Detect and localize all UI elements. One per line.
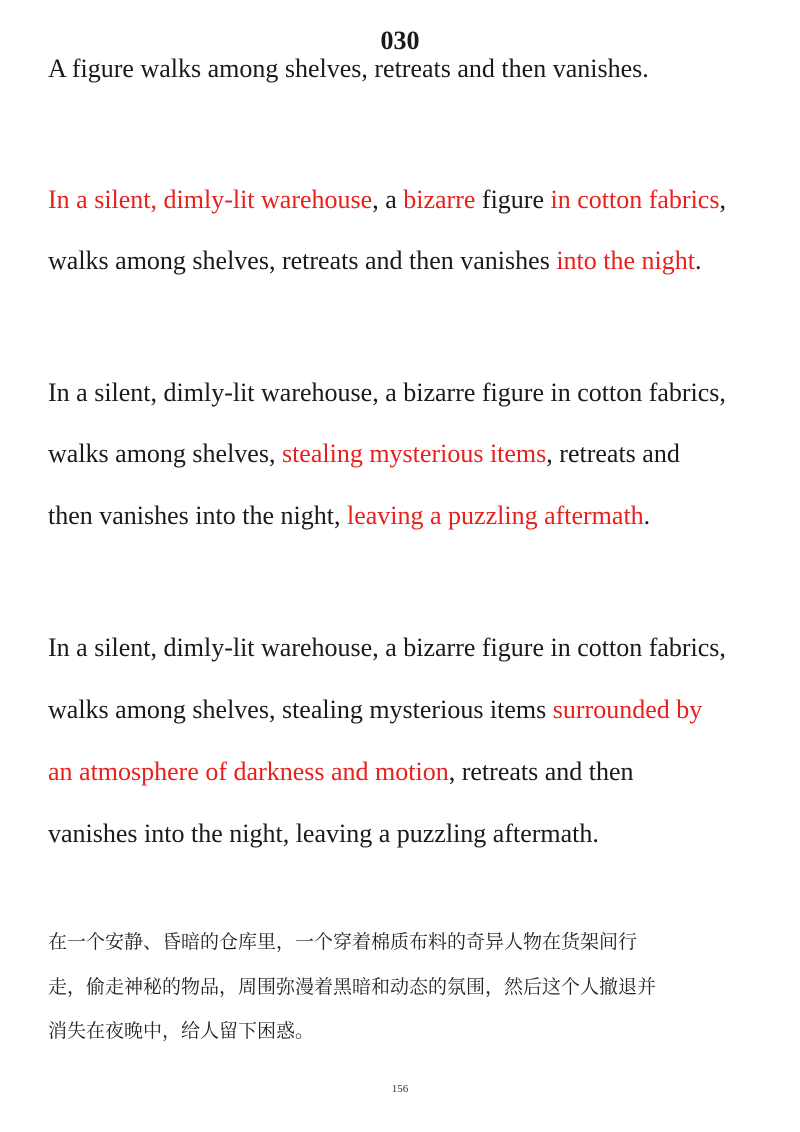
text-segment: walks among shelves, (48, 439, 282, 468)
text-segment: , retreats and then (448, 757, 634, 786)
highlighted-phrase: an atmosphere of darkness and motion (48, 757, 449, 786)
highlighted-phrase: leaving a puzzling aftermath (346, 501, 644, 530)
sentence-line (48, 501, 650, 531)
highlighted-phrase: in cotton fabrics (550, 185, 720, 214)
highlighted-phrase: stealing mysterious items (281, 439, 547, 468)
highlighted-phrase: surrounded by (552, 695, 703, 724)
page-title: 030 (380, 26, 420, 55)
highlighted-phrase: into the night (556, 246, 695, 275)
chinese-translation-line: 消失在夜晚中，给人留下困惑。 (48, 1020, 315, 1042)
text-segment: . (694, 246, 702, 275)
text-segment: A figure walks among shelves, retreats and then vanishes. (48, 54, 649, 83)
text-segment: vanishes into the night, leaving a puzzling aftermath. (48, 819, 599, 848)
text-segment: In a silent, dimly-lit warehouse, a bizarre figure in cotton fabrics, (48, 378, 726, 407)
sentence-line (48, 695, 702, 725)
text-segment: In a silent, dimly-lit warehouse, a bizarre figure in cotton fabrics, (48, 633, 726, 662)
text-segment: walks among shelves, retreats and then vanishes (48, 246, 557, 275)
chinese-translation-line: 走，偷走神秘的物品，周围弥漫着黑暗和动态的氛围，然后这个人撤退并 (48, 976, 657, 998)
sentence-line (48, 757, 634, 787)
sentence-line (48, 246, 701, 276)
text-segment: walks among shelves, stealing mysterious items (48, 695, 553, 724)
text-segment: figure (475, 185, 551, 214)
sentence-line (48, 185, 726, 215)
text-segment: , (719, 185, 726, 214)
sentence-line (48, 54, 649, 84)
highlighted-phrase: bizarre (403, 185, 476, 214)
page-number: 156 (391, 1083, 409, 1095)
text-segment: . (643, 501, 651, 530)
text-segment: , a (372, 185, 404, 214)
sentence-line (48, 378, 726, 408)
sentence-line (48, 439, 680, 469)
text-segment: , retreats and (546, 439, 680, 468)
text-segment: then vanishes into the night, (48, 501, 347, 530)
sentence-line (48, 633, 726, 663)
highlighted-phrase: In a silent, dimly-lit warehouse (48, 185, 373, 214)
chinese-translation-line: 在一个安静、昏暗的仓库里，一个穿着棉质布料的奇异人物在货架间行 (48, 931, 638, 953)
sentence-line (48, 819, 599, 849)
